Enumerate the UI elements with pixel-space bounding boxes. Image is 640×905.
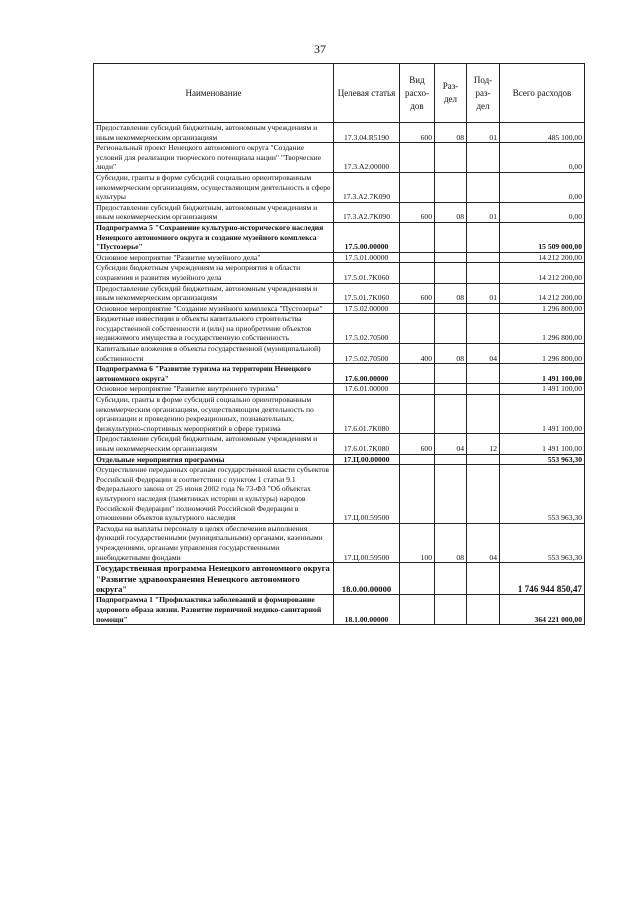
row-name: Государственная программа Ненецкого автономного округа "Развитие здравоохранения Ненецкого автономного округа" xyxy=(94,563,334,595)
row-name: Отдельные мероприятия программы xyxy=(94,454,334,465)
row-total: 0,00 xyxy=(500,202,585,222)
row-razdel xyxy=(435,595,467,625)
table-row xyxy=(94,303,585,314)
row-total: 14 212 200,00 xyxy=(500,283,585,303)
row-vid xyxy=(400,364,435,384)
table-row xyxy=(94,252,585,263)
table-row xyxy=(94,465,585,524)
header-razdel: Раз-дел xyxy=(435,64,467,123)
row-target-code: 17.5.00.00000 xyxy=(334,222,400,252)
row-name: Расходы на выплаты персоналу в целях обеспечения выполнения функций государственными (муниципальными) органами, казенными учреждениями, органами управления государственными внебюджетными фондами xyxy=(94,523,334,562)
row-vid xyxy=(400,454,435,465)
row-total: 553 963,30 xyxy=(500,523,585,562)
row-vid: 400 xyxy=(400,344,435,364)
row-razdel xyxy=(435,465,467,524)
table-row xyxy=(94,364,585,384)
table-row xyxy=(94,283,585,303)
header-total: Всего расходов xyxy=(500,64,585,123)
row-razdel xyxy=(435,395,467,434)
row-podrazdel xyxy=(467,563,500,595)
row-total: 1 296 800,00 xyxy=(500,303,585,314)
row-vid xyxy=(400,303,435,314)
row-target-code: 17.5.02.70500 xyxy=(334,314,400,344)
row-razdel xyxy=(435,252,467,263)
row-name: Подпрограмма 5 "Сохранение культурно-исторического наследия Ненецкого автономного округа и создание музейного комплекса "Пустозерье" xyxy=(94,222,334,252)
row-podrazdel: 12 xyxy=(467,434,500,454)
row-podrazdel xyxy=(467,172,500,202)
row-razdel xyxy=(435,364,467,384)
row-podrazdel: 01 xyxy=(467,123,500,143)
row-name: Осуществление переданных органам государственной власти субъектов Российской Федерации в соответствии с пунктом 1 статьи 9.1 Федерального закона от 25 июня 2002 года № 73-ФЗ "Об объектах культурного наследия (памятниках истории и культуры) народов Российской Федерации" полномочий Российской Федерации в отношении объектов культурного наследия xyxy=(94,465,334,524)
row-podrazdel xyxy=(467,384,500,395)
row-total: 364 221 000,00 xyxy=(500,595,585,625)
row-razdel xyxy=(435,263,467,283)
row-target-code: 17.Ц.00.59500 xyxy=(334,465,400,524)
row-vid: 100 xyxy=(400,523,435,562)
row-podrazdel xyxy=(467,454,500,465)
row-name: Предоставление субсидий бюджетным, автономным учреждениям и иным некоммерческим организациям xyxy=(94,434,334,454)
row-total: 0,00 xyxy=(500,172,585,202)
row-razdel: 04 xyxy=(435,434,467,454)
row-total: 14 212 200,00 xyxy=(500,252,585,263)
row-vid xyxy=(400,143,435,173)
table-row xyxy=(94,395,585,434)
row-razdel: 08 xyxy=(435,123,467,143)
row-name: Основное мероприятие "Развитие внутреннего туризма" xyxy=(94,384,334,395)
row-name: Предоставление субсидий бюджетным, автономным учреждениям и иным некоммерческим организациям xyxy=(94,283,334,303)
row-vid xyxy=(400,263,435,283)
row-vid xyxy=(400,252,435,263)
row-total: 0,00 xyxy=(500,143,585,173)
row-target-code: 17.5.02.70500 xyxy=(334,344,400,364)
row-vid xyxy=(400,172,435,202)
header-vid: Вид расхо-дов xyxy=(400,64,435,123)
row-vid: 600 xyxy=(400,202,435,222)
table-body xyxy=(94,123,585,625)
table-row xyxy=(94,202,585,222)
row-total: 1 491 100,00 xyxy=(500,364,585,384)
row-name: Основное мероприятие "Развитие музейного дела" xyxy=(94,252,334,263)
row-name: Предоставление субсидий бюджетным, автономным учреждениям и иным некоммерческим организациям xyxy=(94,202,334,222)
row-target-code: 17.5.01.7K060 xyxy=(334,263,400,283)
row-vid xyxy=(400,222,435,252)
row-razdel xyxy=(435,454,467,465)
table-header-row xyxy=(94,64,585,123)
row-razdel xyxy=(435,222,467,252)
row-total: 485 100,00 xyxy=(500,123,585,143)
row-podrazdel xyxy=(467,252,500,263)
row-podrazdel xyxy=(467,364,500,384)
row-razdel xyxy=(435,143,467,173)
row-podrazdel xyxy=(467,143,500,173)
header-podrazdel: Под-раз-дел xyxy=(467,64,500,123)
row-podrazdel xyxy=(467,222,500,252)
row-total: 1 491 100,00 xyxy=(500,395,585,434)
row-target-code: 17.3.A2.00000 xyxy=(334,143,400,173)
row-name: Региональный проект Ненецкого автономного округа "Создание условий для реализации творческого потенциала нации" "Творческие люди" xyxy=(94,143,334,173)
row-total: 553 963,30 xyxy=(500,465,585,524)
table-row xyxy=(94,143,585,173)
table-row xyxy=(94,172,585,202)
row-target-code: 17.3.04.R5190 xyxy=(334,123,400,143)
table-row xyxy=(94,595,585,625)
row-vid xyxy=(400,314,435,344)
row-vid xyxy=(400,563,435,595)
table-row xyxy=(94,222,585,252)
row-vid: 600 xyxy=(400,283,435,303)
row-podrazdel xyxy=(467,465,500,524)
budget-table xyxy=(93,63,585,625)
row-name: Предоставление субсидий бюджетным, автономным учреждениям и иным некоммерческим организациям xyxy=(94,123,334,143)
row-vid xyxy=(400,395,435,434)
row-total: 14 212 200,00 xyxy=(500,263,585,283)
header-target: Целевая статья xyxy=(334,64,400,123)
page-number: 37 xyxy=(314,42,326,56)
row-podrazdel xyxy=(467,303,500,314)
row-podrazdel: 04 xyxy=(467,523,500,562)
row-target-code: 17.5.01.00000 xyxy=(334,252,400,263)
row-total: 553 963,30 xyxy=(500,454,585,465)
row-vid xyxy=(400,465,435,524)
row-total: 1 491 100,00 xyxy=(500,434,585,454)
row-vid: 600 xyxy=(400,123,435,143)
row-total: 1 491 100,00 xyxy=(500,384,585,395)
table-row xyxy=(94,123,585,143)
row-razdel xyxy=(435,303,467,314)
row-name: Субсидии, гранты в форме субсидий социально ориентированным некоммерческим организациям, осуществляющим деятельность в сфере культуры xyxy=(94,172,334,202)
row-target-code: 18.1.00.00000 xyxy=(334,595,400,625)
table-row xyxy=(94,434,585,454)
row-target-code: 17.5.01.7K060 xyxy=(334,283,400,303)
row-target-code: 17.6.01.7K080 xyxy=(334,434,400,454)
header-name: Наименование xyxy=(94,64,334,123)
row-podrazdel: 04 xyxy=(467,344,500,364)
row-razdel xyxy=(435,563,467,595)
row-target-code: 17.3.A2.7K090 xyxy=(334,202,400,222)
row-razdel xyxy=(435,314,467,344)
table-row xyxy=(94,563,585,595)
row-razdel: 08 xyxy=(435,202,467,222)
row-name: Подпрограмма 1 "Профилактика заболеваний и формирование здорового образа жизни. Развитие первичной медико-санитарной помощи" xyxy=(94,595,334,625)
row-name: Субсидии, гранты в форме субсидий социально ориентированным некоммерческим организациям, осуществляющим деятельность по организации и проведению рекреационных, познавательных, физкультурно-спортивных мероприятий в сфере туризма xyxy=(94,395,334,434)
row-podrazdel: 01 xyxy=(467,202,500,222)
row-razdel: 08 xyxy=(435,523,467,562)
row-podrazdel xyxy=(467,595,500,625)
row-podrazdel xyxy=(467,395,500,434)
row-podrazdel xyxy=(467,314,500,344)
table-row xyxy=(94,454,585,465)
row-razdel xyxy=(435,172,467,202)
row-name: Капитальные вложения в объекты государственной (муниципальной) собственности xyxy=(94,344,334,364)
row-podrazdel xyxy=(467,263,500,283)
row-target-code: 17.5.02.00000 xyxy=(334,303,400,314)
row-name: Субсидии бюджетным учреждениям на мероприятия в области сохранения и развития музейного дела xyxy=(94,263,334,283)
table-row xyxy=(94,523,585,562)
row-total: 1 296 800,00 xyxy=(500,314,585,344)
row-vid xyxy=(400,595,435,625)
row-total: 15 509 000,00 xyxy=(500,222,585,252)
table-row xyxy=(94,344,585,364)
row-target-code: 17.Ц.00.00000 xyxy=(334,454,400,465)
row-target-code: 18.0.00.00000 xyxy=(334,563,400,595)
row-name: Подпрограмма 6 "Развитие туризма на территории Ненецкого автономного округа" xyxy=(94,364,334,384)
row-target-code: 17.3.A2.7K090 xyxy=(334,172,400,202)
row-target-code: 17.Ц.00.59500 xyxy=(334,523,400,562)
row-target-code: 17.6.00.00000 xyxy=(334,364,400,384)
table-row xyxy=(94,314,585,344)
row-total: 1 296 800,00 xyxy=(500,344,585,364)
row-vid xyxy=(400,384,435,395)
row-name: Бюджетные инвестиции в объекты капитального строительства государственной собственности и (или) на приобретение объектов недвижимого имущества в государственную собственность xyxy=(94,314,334,344)
row-vid: 600 xyxy=(400,434,435,454)
row-total: 1 746 944 850,47 xyxy=(500,563,585,595)
row-target-code: 17.6.01.00000 xyxy=(334,384,400,395)
row-razdel: 08 xyxy=(435,344,467,364)
row-name: Основное мероприятие "Создание музейного комплекса "Пустозерье" xyxy=(94,303,334,314)
row-razdel xyxy=(435,384,467,395)
table-row xyxy=(94,384,585,395)
table-row xyxy=(94,263,585,283)
row-podrazdel: 01 xyxy=(467,283,500,303)
row-razdel: 08 xyxy=(435,283,467,303)
row-target-code: 17.6.01.7K080 xyxy=(334,395,400,434)
